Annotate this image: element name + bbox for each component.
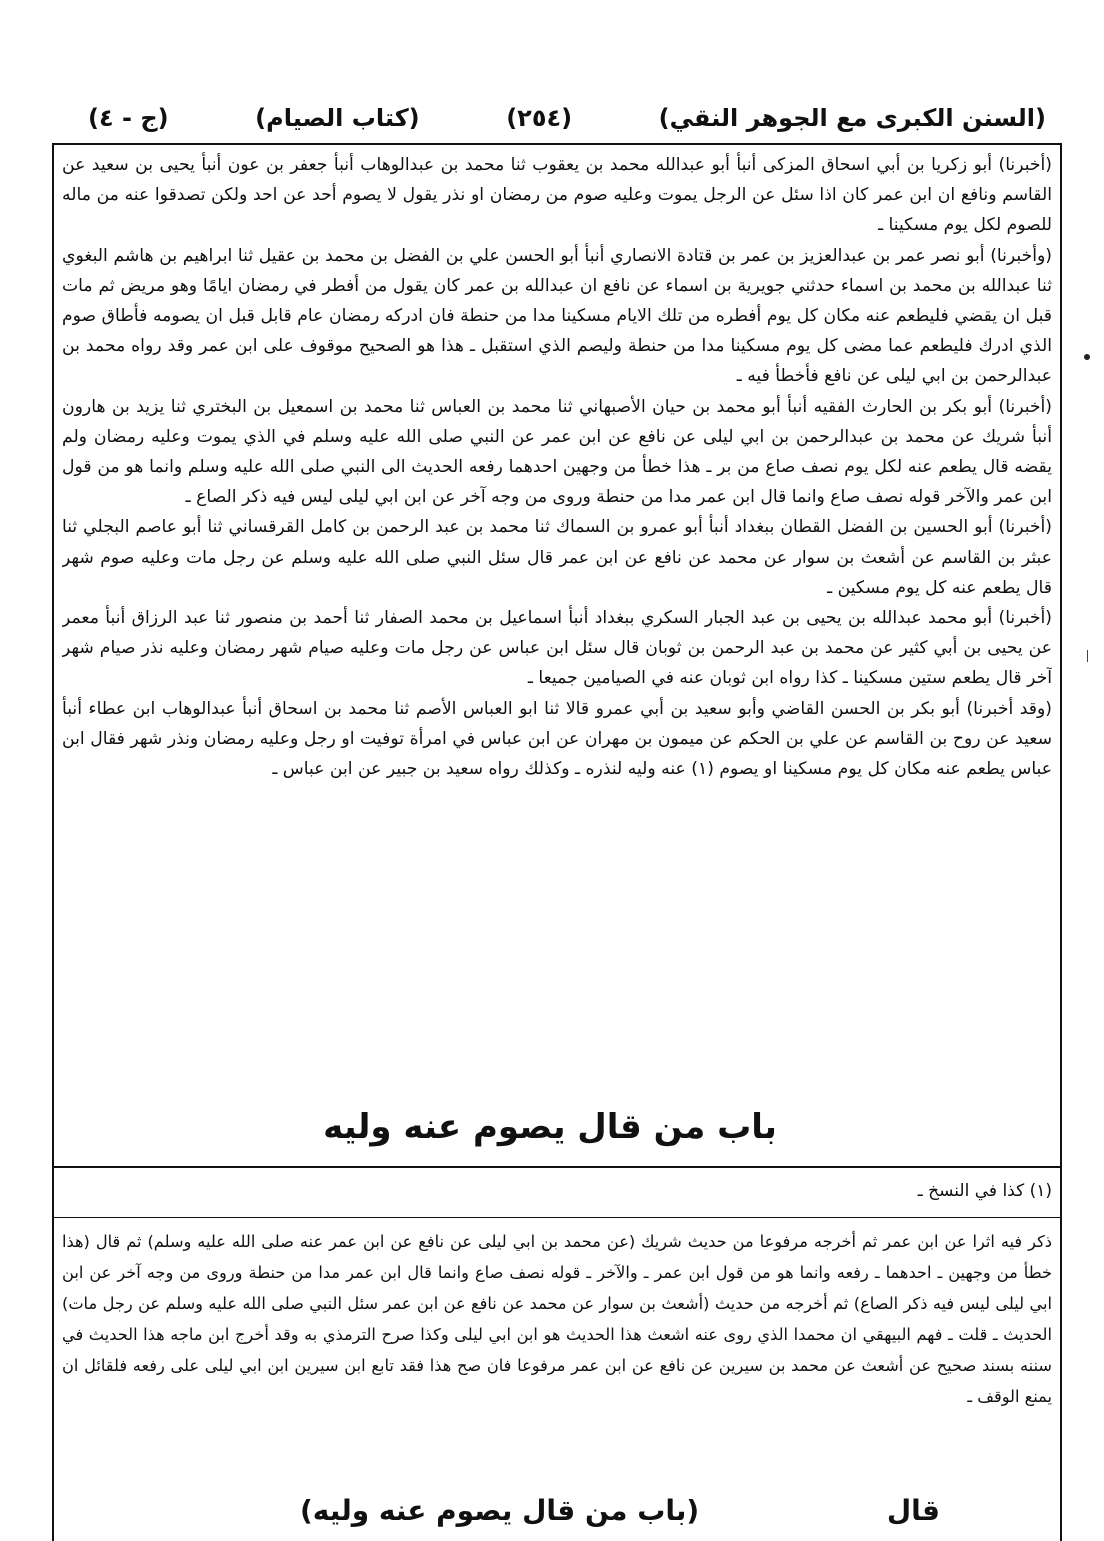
main-text-block — [62, 150, 1052, 1080]
footnote-divider — [52, 1166, 1062, 1168]
jawhar-commentary — [62, 1226, 1052, 1482]
page-number: (٢٥٤) — [506, 104, 573, 132]
hadith-paragraph: (وأخبرنا) أبو نصر عمر بن عبدالعزيز بن عمر بن قتادة الانصاري أنبأ أبو الحسن علي بن الفضل بن محمد بن عقيل ثنا ابراهيم بن هاشم البغوي ثنا عبدالله بن محمد بن اسماء حدثني جويرية بن اسماء عن نافع ان عبدالله بن عمر كان يقول من أفطر في رمضان ايامًا وهو مريض ثم مات قبل ان يقضي فليطعم عنه مكان كل يوم أفطره من تلك الايام مسكينا مدا من حنطة فان ادركه رمضان عام قابل قبل ان يصومه فأطاق صوم الذي ادرك فليطعم عما مضى كل يوم مسكينا مدا من حنطة وليصم الذي استقبل ـ هذا هو الصحيح موقوف على ابن عمر وقد رواه محمد بن عبدالرحمن بن ابي ليلى عن نافع فأخطأ فيه ـ — [62, 245, 1052, 387]
frame-right-rule — [1060, 143, 1062, 1541]
commentary-divider — [52, 1217, 1062, 1218]
hadith-paragraph: (أخبرنا) أبو محمد عبدالله بن يحيى بن عبد الجبار السكري ببغداد أنبأ اسماعيل بن محمد الصفار ثنا أحمد بن منصور ثنا عبد الرزاق أنبأ معمر عن يحيى بن أبي كثير عن محمد بن عبد الرحمن بن ثوبان قال سئل ابن عباس عن رجل مات وعليه صيام شهر رمضان وعليه نذر صيام شهر آخر قال يطعم ستين مسكينا ـ كذا رواه ابن ثوبان عنه في الصيامين جميعا ـ — [62, 608, 1052, 689]
next-chapter-title: (باب من قال يصوم عنه وليه) — [300, 1494, 700, 1527]
volume-number: (ج - ٤) — [88, 104, 169, 132]
margin-dot-mark — [1084, 354, 1090, 360]
frame-top-rule — [52, 143, 1062, 145]
frame-left-rule — [52, 143, 54, 1541]
commentary-paragraph: ذكر فيه اثرا عن ابن عمر ثم أخرجه مرفوعا من حديث شريك (عن محمد بن ابي ليلى عن نافع عن ابن عمر عنه صلى الله عليه وسلم) ثم قال (هذا خطأ من وجهين ـ احدهما ـ رفعه وانما هو من قول ابن عمر ـ والآخر ـ قوله نصف صاع وانما قال ابن عمر مدا من حنطة وروى من وجه آخر عن ابن ابي ليلى ليس فيه ذكر الصاع) ثم أخرجه من حديث (أشعث بن سوار عن محمد عن نافع عن ابن عمر سئل النبي صلى الله عليه وسلم عن رجل مات) الحديث ـ قلت ـ فهم البيهقي ان محمدا الذي روى عنه اشعث هذا الحديث هو ابن ابي ليلى وكذا صرح الترمذي به وقد أخرج ابن ماجه هذا الحديث في سننه بسند صحيح عن أشعث عن محمد بن سيرين عن نافع عن ابن عمر مرفوعا فان صح هذا فقد تابع ابن سيرين ابن ابي ليلى على رفعه فلقائل ان يمنع الوقف ـ — [62, 1232, 1052, 1406]
hadith-paragraph: (أخبرنا) أبو الحسين بن الفضل القطان ببغداد أنبأ أبو عمرو بن السماك ثنا محمد بن عبد الرحمن بن كامل القرقساني ثنا أبو عاصم البجلي ثنا عبثر بن القاسم عن أشعث بن سوار عن محمد عن نافع عن ابن عمر قال سئل النبي صلى الله عليه وسلم عن رجل مات وعليه صوم شهر قال يطعم عنه كل يوم مسكين ـ — [62, 517, 1052, 598]
hadith-paragraph: (أخبرنا) أبو زكريا بن أبي اسحاق المزكى أنبأ أبو عبدالله محمد بن يعقوب ثنا محمد بن عبدالوهاب أنبأ جعفر بن عون أنبأ يحيى بن سعيد عن القاسم ونافع ان ابن عمر كان اذا سئل عن الرجل يموت وعليه صوم من رمضان او نذر يقول لا يصوم أحد عن احد ولكن تصدقوا عنه من ماله للصوم لكل يوم مسكينا ـ — [62, 155, 1052, 236]
chapter-title: باب من قال يصوم عنه وليه — [323, 1107, 777, 1147]
book-title: (السنن الكبرى مع الجوهر النقي) — [658, 104, 1046, 132]
commentary-next-heading — [180, 1488, 940, 1534]
margin-tick-mark — [1087, 650, 1088, 662]
page-header — [88, 96, 1046, 140]
section-title: (كتاب الصيام) — [255, 104, 420, 132]
footnote: (١) كذا في النسخ ـ — [917, 1181, 1052, 1201]
hadith-paragraph: (أخبرنا) أبو بكر بن الحارث الفقيه أنبأ أبو محمد بن حيان الأصبهاني ثنا محمد بن العباس ثنا محمد بن اسمعيل بن البختري ثنا يزيد بن هارون أنبأ شريك عن محمد بن عبدالرحمن بن ابي ليلى عن نافع عن ابن عمر عن النبي صلى الله عليه وسلم في الذي يموت وعليه رمضان ولم يقضه قال يطعم عنه لكل يوم نصف صاع من بر ـ هذا خطأ من وجهين احدهما رفعه الحديث الى النبي صلى الله عليه وسلم وانما هو من قول ابن عمر والآخر قوله نصف صاع وانما قال ابن عمر مدا من حنطة وروى من وجه آخر عن ابن ابي ليلى ليس فيه ذكر الصاع ـ — [62, 396, 1052, 508]
qal-label: قال — [886, 1494, 940, 1527]
hadith-paragraph: (وقد أخبرنا) أبو بكر بن الحسن القاضي وأبو سعيد بن أبي عمرو قالا ثنا ابو العباس الأصم ثنا محمد بن اسحاق أنبأ عبدالوهاب ابن عطاء أنبأ سعيد عن روح بن القاسم عن علي بن الحكم عن ميمون بن مهران عن ابن عباس في امرأة توفيت او رجل وعليه رمضان ونذر شهر فقال ابن عباس يطعم عنه مكان كل يوم مسكينا او يصوم (١) عنه وليه لنذره ـ وكذلك رواه سعيد بن جبير عن ابن عباس ـ — [62, 698, 1052, 780]
